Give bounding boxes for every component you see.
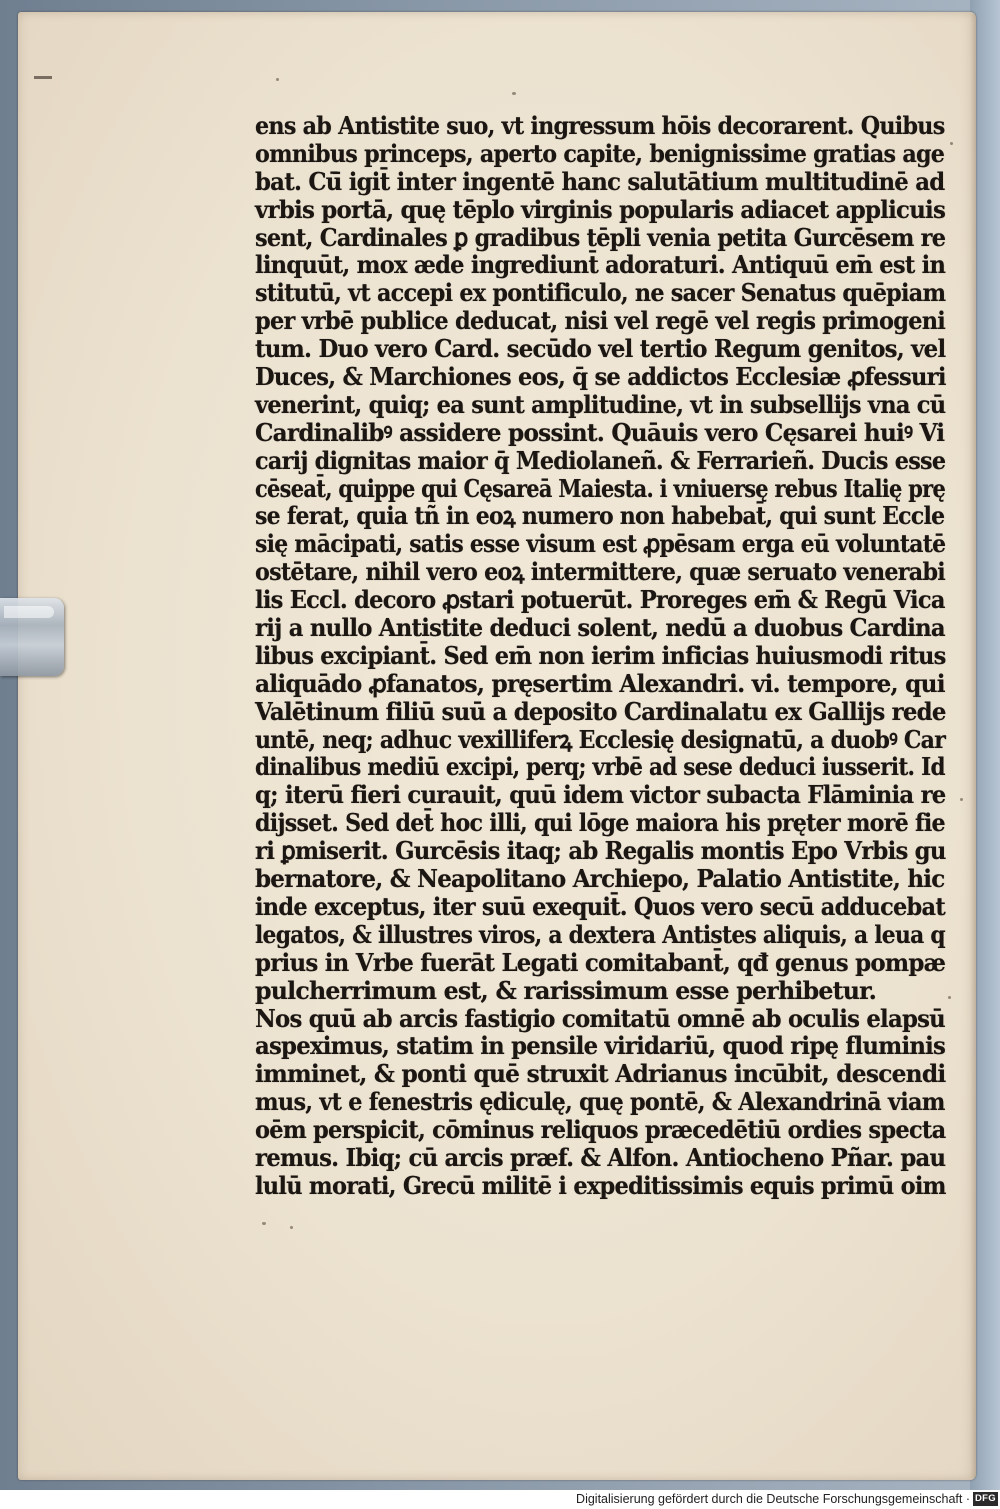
- text-line: vrbis portā, quę tēplo virginis popularis adiacet applicuis: [255, 194, 946, 224]
- ink-speck: [512, 92, 516, 95]
- text-line: carij dignitas maior q̄ Mediolaneñ. & Ferrarieñ. Ducis esse: [255, 445, 946, 475]
- text-line: lis Eccl. decoro ꝓstari potuerūt. Proreges em̄ & Regū Vica: [255, 585, 945, 615]
- text-line: linquūt, mox æde ingrediunt̄ adoraturi. Antiquū em̄ est in: [255, 250, 946, 280]
- text-line: aliquādo ꝓfanatos, pręsertim Alexandri. vi. tempore, qui: [255, 668, 945, 698]
- text-line: Cardinalibꝰ assidere possint. Quāuis vero Cęsarei huiꝰ Vi: [255, 417, 945, 447]
- text-line: bernatore, & Neapolitano Archiepo, Palatio Antistite, hic: [255, 864, 945, 894]
- text-line: inde exceptus, iter suū exequit̄. Quos vero secū adducebat: [255, 891, 945, 921]
- text-line: pulcherrimum est, & rarissimum esse perhibetur.: [255, 975, 877, 1005]
- text-line: untē, neq; adhuc vexilliferꝝ Ecclesię designatū, a duobꝰ Car: [255, 724, 946, 754]
- text-line: q; iterū fieri curauit, quū idem victor subacta Flāminia re: [255, 780, 946, 810]
- text-line: rij a nullo Antistite deduci solent, nedū a duobus Cardina: [255, 613, 945, 643]
- text-line: sent, Cardinales ꝑ gradibus tēpli venia petita Gurcēsem re: [255, 222, 946, 252]
- text-line: bat. Cū̄ igit̄ inter ingentē hanc salutātium multitudinē ad: [255, 166, 945, 196]
- text-line: mus, vt e fenestris ędiculę, quę pontē, & Alexandrinā viam: [255, 1087, 945, 1117]
- printed-text-block: [255, 112, 955, 1200]
- text-line: cēseat̄, quippe qui Cęsareā Maiesta. i vniuersę rebus Italię prę: [255, 473, 946, 503]
- ink-speck: [290, 1226, 293, 1229]
- ink-speck: [262, 1222, 266, 1225]
- text-line: legatos, & illustres viros, a dextera Antistes aliquis, a leua q: [255, 919, 945, 949]
- ink-speck: [948, 996, 951, 999]
- text-line: Duces, & Marchiones eos, q̄ se addictos Ecclesiæ ꝓfessuri: [255, 362, 946, 392]
- text-line: omnibus princeps, aperto capite, benignissime gratias age: [255, 138, 945, 168]
- text-line: się mācipati, satis esse visum est ꝓpēsam erga eū voluntatē: [255, 529, 946, 559]
- text-line: ens ab Antistite suo, vt ingressum hōis decorarent. Quibus: [255, 111, 945, 140]
- text-line: prius in Vrbe fuerāt Legati comitabant̄, qđ genus pompæ: [255, 947, 946, 977]
- ink-speck: [950, 142, 953, 145]
- text-line: libus excipiant̄. Sed em̄ non ierim inficias huiusmodi ritus: [255, 640, 946, 670]
- text-line: oēm perspicit, cōminus reliquos præcedētiū ordies specta: [255, 1115, 946, 1145]
- text-line: ostētare, nihil vero eoꝝ intermittere, quæ seruato venerabi: [255, 557, 945, 587]
- text-line: ri ꝑmiserit. Gurcēsis itaq; ab Regalis montis Epo Vrbis gu: [255, 836, 946, 866]
- text-line: imminet, & ponti quē struxit Adrianus incūbit, descendi: [255, 1059, 946, 1089]
- text-line: stitutū, vt accepi ex pontificulo, ne sacer Senatus quēpiam: [255, 278, 946, 308]
- text-line: dinalibus mediū excipi, perq; vrbē ad sese deduci iusserit. Id: [255, 752, 945, 782]
- text-line: se ferat, quia tñ in eoꝝ numero non habebat̄, qui sunt Eccle: [255, 501, 945, 531]
- footer-credit: Digitalisierung gefördert durch die Deutsche Forschungsgemeinschaft ·: [576, 1492, 970, 1506]
- text-line: tum. Duo vero Card. secūdo vel tertio Regum genitos, vel: [255, 334, 946, 364]
- text-line: Valētinum filiū suū a deposito Cardinalatu ex Gallijs rede: [255, 696, 946, 726]
- text-line: dijsset. Sed det̄ hoc illi, qui lōge maiora his pręter morē fie: [255, 808, 945, 838]
- ink-speck: [960, 798, 963, 801]
- ink-speck: [276, 78, 279, 81]
- text-line: lulū morati, Grecū militē i expeditissimis equis primū oim: [255, 1170, 946, 1200]
- margin-mark: [34, 76, 52, 79]
- paper-fore-edge: [970, 14, 976, 1478]
- text-line: aspeximus, statim in pensile viridariū, quod ripę fluminis: [255, 1031, 946, 1061]
- text-line: venerint, quiq; ea sunt amplitudine, vt in subsellijs vna cū: [255, 389, 946, 419]
- text-line: per vrbē publice deducat, nisi vel regē vel regis primogeni: [255, 306, 946, 336]
- page-weight-clip-highlight: [4, 606, 54, 618]
- text-line: Nos quū ab arcis fastigio comitatū omnē ab oculis elapsū: [255, 1003, 945, 1033]
- dfg-logo-icon: DFG: [973, 1492, 998, 1506]
- text-line: remus. Ibiq; cū arcis præf. & Alfon. Antiocheno Pñar. pau: [255, 1142, 946, 1172]
